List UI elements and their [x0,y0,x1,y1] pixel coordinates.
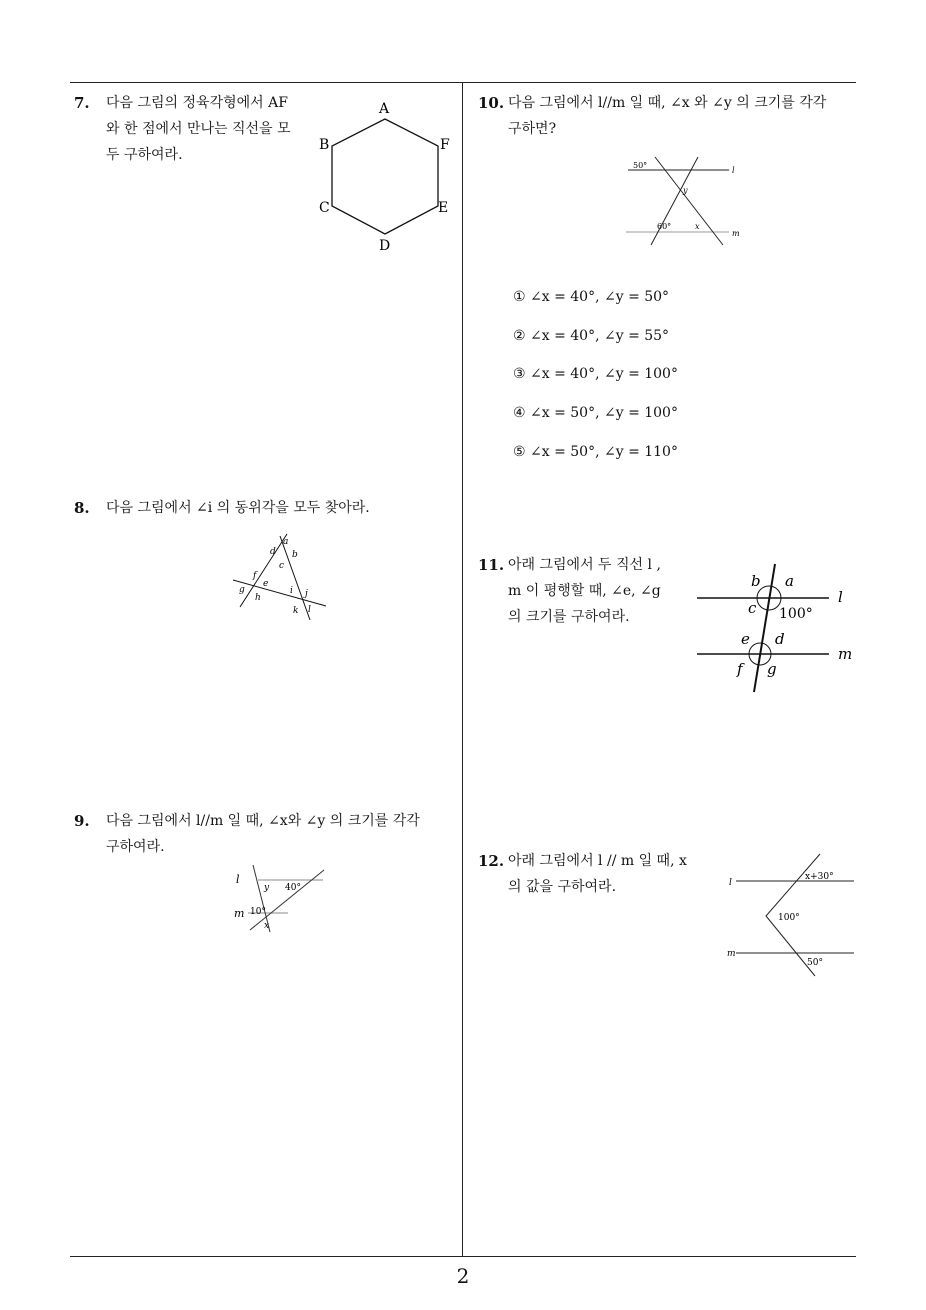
question-number: 11. [478,556,505,574]
angle-label-e: e [263,579,269,589]
line-label-l: l [236,873,240,886]
question-text: 아래 그림에서 l // m 일 때, x 의 값을 구하여라. [508,853,687,895]
transversal-figure-q8 [225,530,335,625]
line-label-l: l [729,878,732,888]
line-label-m: m [727,949,736,959]
angle-label-10: 10° [250,907,266,917]
vertex-label-E: E [438,200,449,216]
choice-2[interactable]: ② ∠x = 40°, ∠y = 55° [513,328,670,344]
angle-label-g: g [239,585,245,595]
line-label-m: m [234,907,245,920]
top-rule [70,82,856,83]
angle-label-h: h [255,593,261,603]
vertex-label-D: D [379,238,391,254]
choice-5[interactable]: ⑤ ∠x = 50°, ∠y = 110° [513,444,678,460]
angle-label-k: k [293,606,299,616]
choice-4[interactable]: ④ ∠x = 50°, ∠y = 100° [513,405,678,421]
angle-label-e: e [741,630,750,648]
question-7 [74,90,314,190]
question-number: 7. [74,94,90,112]
angle-label-100: 100° [779,606,813,622]
line-3 [233,580,326,606]
angle-label-c: c [748,599,757,617]
line-label-l: l [732,166,735,175]
angle-label-d: d [775,630,785,648]
parallel-lines-figure-q9 [228,860,333,935]
question-text: 다음 그림에서 l//m 일 때, ∠x 와 ∠y 의 크기를 각각 구하면? [508,95,827,137]
angle-label-d: d [270,547,276,557]
question-10 [478,90,863,146]
angle-label-i: i [290,586,293,596]
hexagon-shape [332,119,438,234]
line-label-m: m [838,645,853,663]
angle-label-a: a [283,537,289,547]
choice-3[interactable]: ③ ∠x = 40°, ∠y = 100° [513,366,678,382]
parallel-lines-figure-q11 [692,562,862,694]
angle-label-a: a [785,572,794,590]
angle-label-b: b [751,572,761,590]
angle-label-j: j [305,589,308,599]
page-number: 2 [456,1264,470,1288]
vertex-label-F: F [440,137,450,153]
question-text: 다음 그림에서 ∠i 의 동위각을 모두 찾아라. [106,500,370,516]
angle-label-x: x [264,921,270,931]
vertex-label-A: A [379,101,390,117]
line-label-m: m [732,229,740,238]
question-text: 다음 그림의 정육각형에서 AF 와 한 점에서 만나는 직선을 모 두 구하여라. [106,95,291,163]
hexagon-figure [310,96,460,256]
vertex-label-B: B [319,137,330,153]
question-text: 아래 그림에서 두 직선 l , m 이 평행할 때, ∠e, ∠g 의 크기를 구하여라. [508,557,661,625]
angle-label-l: l [308,605,311,615]
column-divider [462,82,463,1257]
question-text: 다음 그림에서 l//m 일 때, ∠x와 ∠y 의 크기를 각각 구하여라. [106,813,420,855]
angle-label-40: 40° [285,883,301,893]
angle-label-x: x [695,222,700,231]
angle-label-c: c [279,561,285,571]
question-number: 10. [478,94,505,112]
angle-label-g: g [767,660,777,678]
question-number: 9. [74,812,90,830]
angle-label-y: y [683,186,688,195]
question-11 [478,552,688,632]
parallel-lines-figure-q10 [623,152,748,247]
vertex-label-C: C [319,200,330,216]
line-label-l: l [838,588,843,606]
angle-label-f: f [737,660,743,678]
angle-label-60: 60° [657,222,672,231]
angle-label-b: b [292,550,298,560]
transversal-2 [250,870,324,930]
question-8 [74,495,444,525]
question-9 [74,808,459,864]
angle-label-f: f [253,571,257,581]
parallel-lines-figure-q12 [723,848,858,978]
angle-label-50: 50° [807,958,823,968]
angle-label-x-plus-30: x+30° [805,872,834,882]
angle-label-y: y [264,883,270,893]
bottom-rule [70,1256,856,1257]
question-12 [478,848,718,904]
question-number: 8. [74,499,90,517]
question-number: 12. [478,852,505,870]
choice-1[interactable]: ① ∠x = 40°, ∠y = 50° [513,289,670,305]
angle-label-50: 50° [633,161,648,170]
angle-label-100: 100° [778,913,800,923]
